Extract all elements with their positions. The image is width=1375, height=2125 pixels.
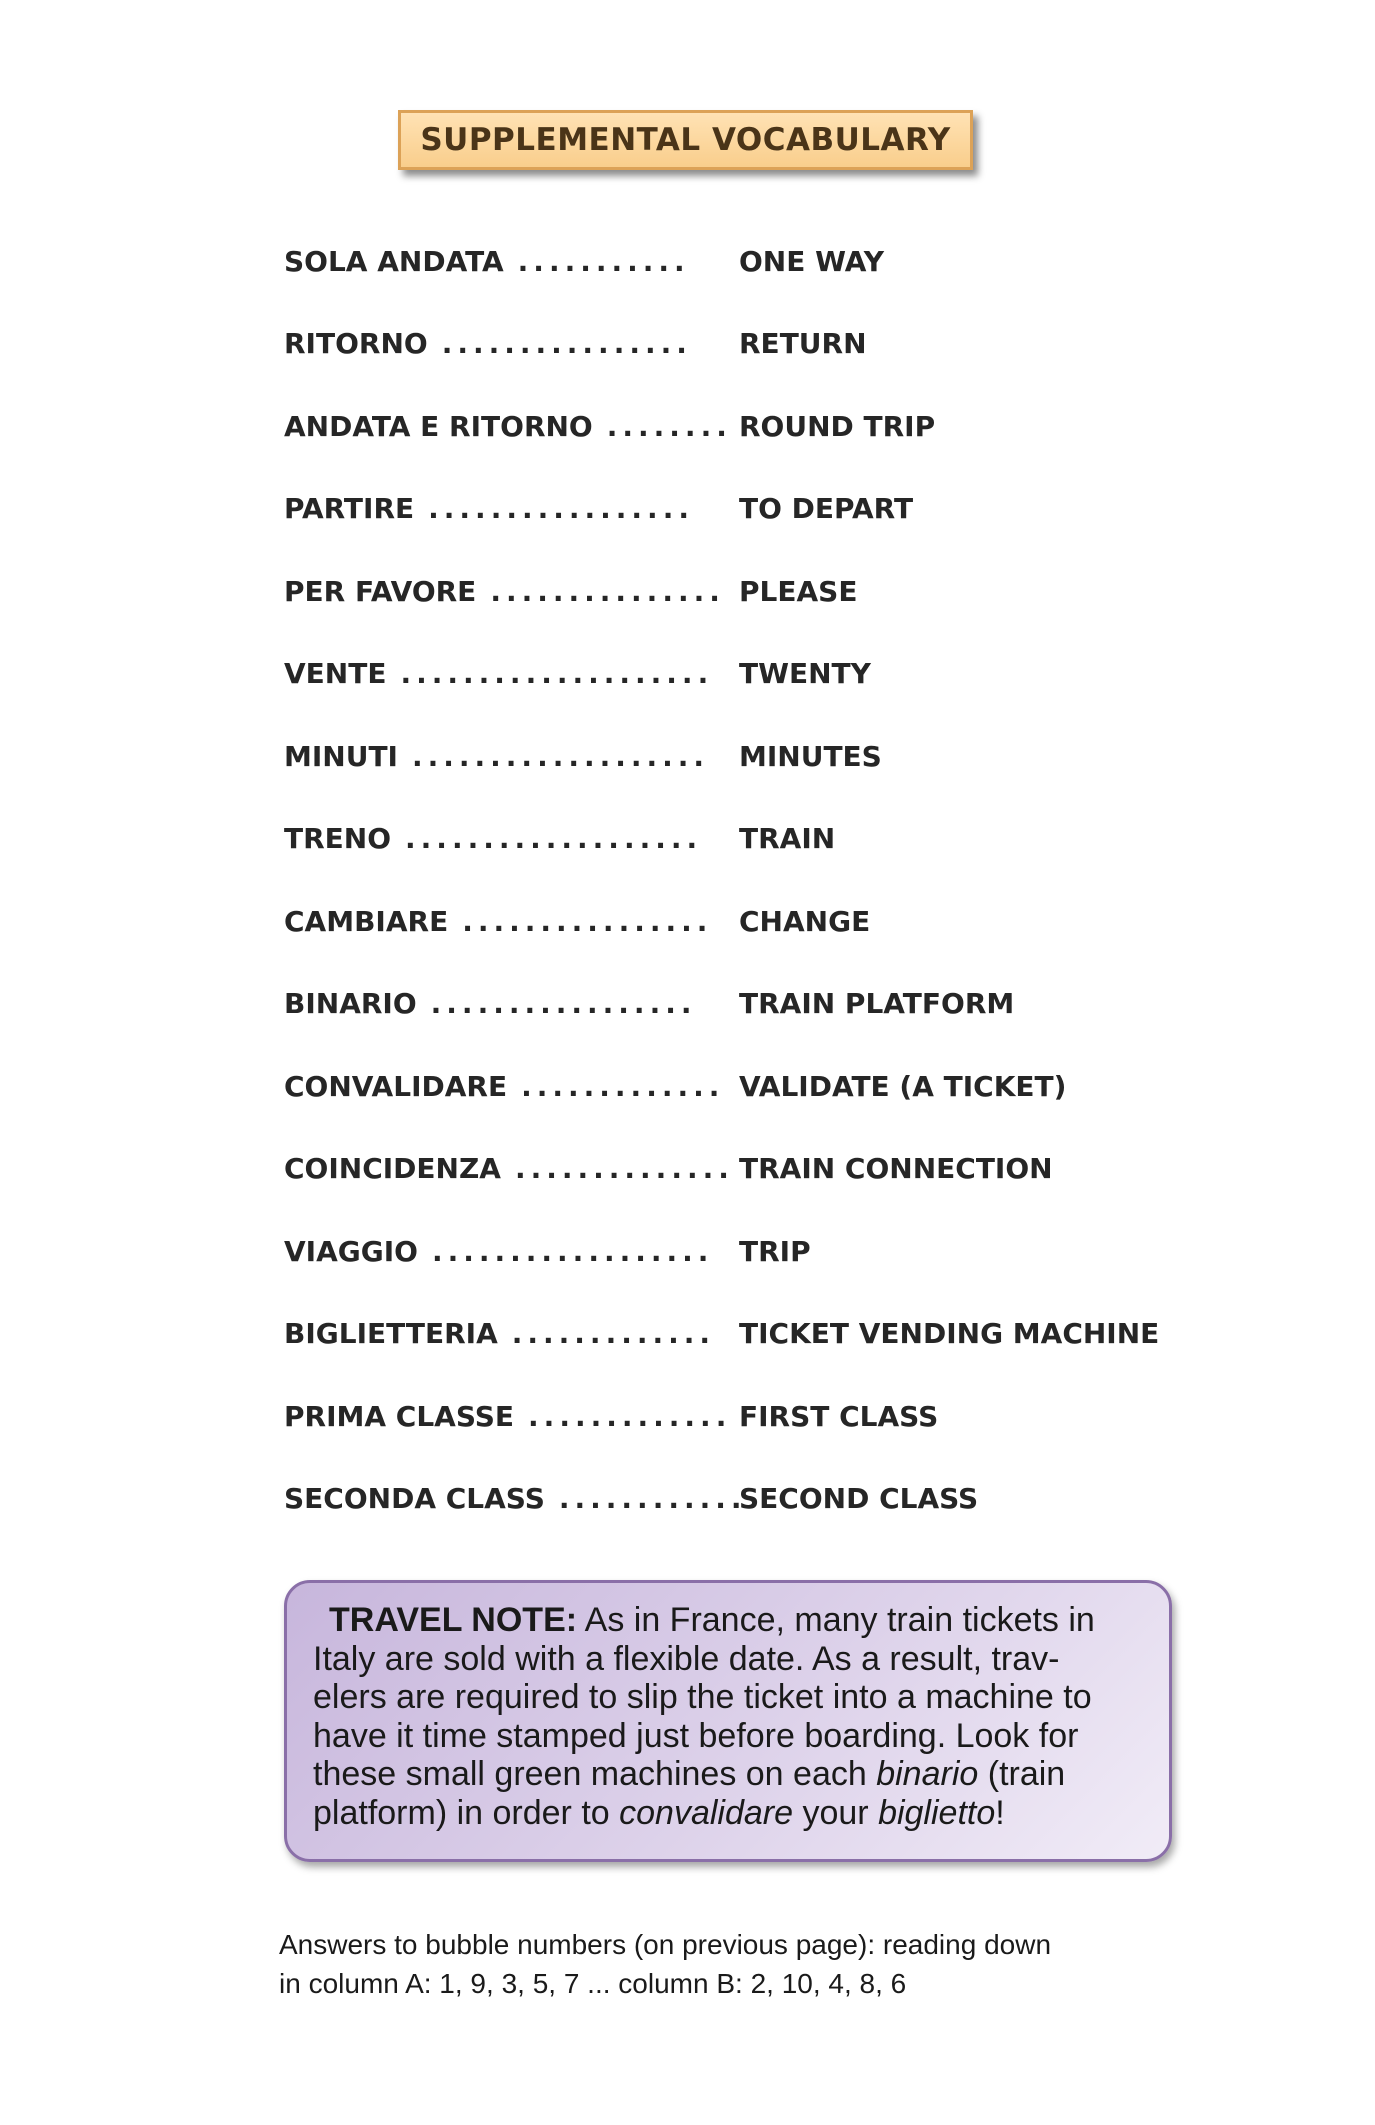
italian-term: CONVALIDARE	[284, 1069, 508, 1103]
vocabulary-list	[284, 220, 1184, 1540]
english-translation: MINUTES	[739, 739, 882, 773]
english-translation: PLEASE	[739, 574, 858, 608]
travel-note-label: TRAVEL NOTE:	[329, 1601, 578, 1639]
answers-footnote	[279, 1925, 1179, 2003]
dot-leader: .............	[528, 1399, 732, 1433]
vocab-row	[284, 550, 1184, 633]
vocab-row	[284, 633, 1184, 716]
dot-leader: .................	[430, 987, 697, 1021]
italian-term: PER FAVORE	[284, 574, 477, 608]
dot-leader: ................	[441, 327, 692, 361]
vocab-row	[284, 963, 1184, 1046]
page-title: SUPPLEMENTAL VOCABULARY	[420, 122, 951, 158]
vocab-row	[284, 1045, 1184, 1128]
vocab-row	[284, 715, 1184, 798]
vocab-row	[284, 220, 1184, 303]
english-translation: TRAIN CONNECTION	[739, 1152, 1053, 1186]
vocab-row	[284, 1210, 1184, 1293]
travel-note-text: !	[995, 1793, 1005, 1832]
italian-term: VENTE	[284, 657, 387, 691]
english-translation: CHANGE	[739, 904, 871, 938]
english-translation: TRAIN PLATFORM	[739, 987, 1015, 1021]
italian-term: MINUTI	[284, 739, 398, 773]
vocab-row	[284, 1293, 1184, 1376]
dot-leader: ................	[462, 904, 713, 938]
english-translation: TRAIN	[739, 822, 836, 856]
dot-leader: ...................	[411, 739, 710, 773]
italian-term: PARTIRE	[284, 492, 415, 526]
travel-note-text: (train platform) in order to	[313, 1755, 1066, 1832]
english-translation: RETURN	[739, 327, 867, 361]
dot-leader: ...............	[490, 574, 725, 608]
italian-term: PRIMA CLASSE	[284, 1399, 515, 1433]
vocab-row	[284, 1128, 1184, 1211]
vocab-row	[284, 880, 1184, 963]
italian-term: CAMBIARE	[284, 904, 449, 938]
english-translation: ROUND TRIP	[739, 409, 936, 443]
english-translation: FIRST CLASS	[739, 1399, 939, 1433]
vocab-row	[284, 798, 1184, 881]
italian-term: BIGLIETTERIA	[284, 1317, 498, 1351]
travel-note-text: As in France, many train tickets in Italy are sold with a flexible date. As a result, trav- elers are required to slip the ticket into a machine to have it time stamped just before boarding. Look for these small green machines on each	[313, 1601, 1095, 1793]
vocab-row	[284, 303, 1184, 386]
dot-leader: .............	[521, 1069, 725, 1103]
vocab-row	[284, 385, 1184, 468]
italian-term: RITORNO	[284, 327, 428, 361]
english-translation: TWENTY	[739, 657, 871, 691]
dot-leader: ........	[606, 409, 732, 443]
vocab-row	[284, 1458, 1184, 1541]
english-translation: ONE WAY	[739, 244, 885, 278]
dot-leader: ..............	[514, 1152, 734, 1186]
english-translation: VALIDATE (A TICKET)	[739, 1069, 1067, 1103]
english-translation: SECOND CLASS	[739, 1482, 979, 1516]
italian-term: ANDATA E RITORNO	[284, 409, 593, 443]
italian-term: VIAGGIO	[284, 1234, 418, 1268]
vocab-row	[284, 468, 1184, 551]
dot-leader: .................	[428, 492, 694, 526]
answers-line: Answers to bubble numbers (on previous page): reading down	[279, 1929, 1052, 1960]
travel-note-emphasis: convalidare	[619, 1793, 794, 1832]
italian-term: COINCIDENZA	[284, 1152, 501, 1186]
dot-leader: ...................	[405, 822, 703, 856]
dot-leader: ....................	[400, 657, 714, 691]
dot-leader: .............	[511, 1317, 716, 1351]
english-translation: TICKET VENDING MACHINE	[739, 1317, 1160, 1351]
italian-term: SOLA ANDATA	[284, 244, 504, 278]
dot-leader: ............	[558, 1482, 747, 1516]
title-banner	[398, 110, 973, 170]
italian-term: TRENO	[284, 822, 392, 856]
travel-note-emphasis: biglietto	[878, 1793, 996, 1832]
dot-leader: ...........	[517, 244, 690, 278]
travel-note-box	[284, 1580, 1172, 1862]
answers-line: in column A: 1, 9, 3, 5, 7 ... column B: 2, 10, 4, 8, 6	[279, 1968, 907, 1999]
travel-note-emphasis: binario	[876, 1755, 979, 1793]
english-translation: TRIP	[739, 1234, 811, 1268]
italian-term: BINARIO	[284, 987, 417, 1021]
travel-note-text: your	[793, 1793, 879, 1832]
dot-leader: ..................	[431, 1234, 714, 1268]
english-translation: TO DEPART	[739, 492, 914, 526]
vocab-row	[284, 1375, 1184, 1458]
italian-term: SECONDA CLASS	[284, 1482, 545, 1516]
